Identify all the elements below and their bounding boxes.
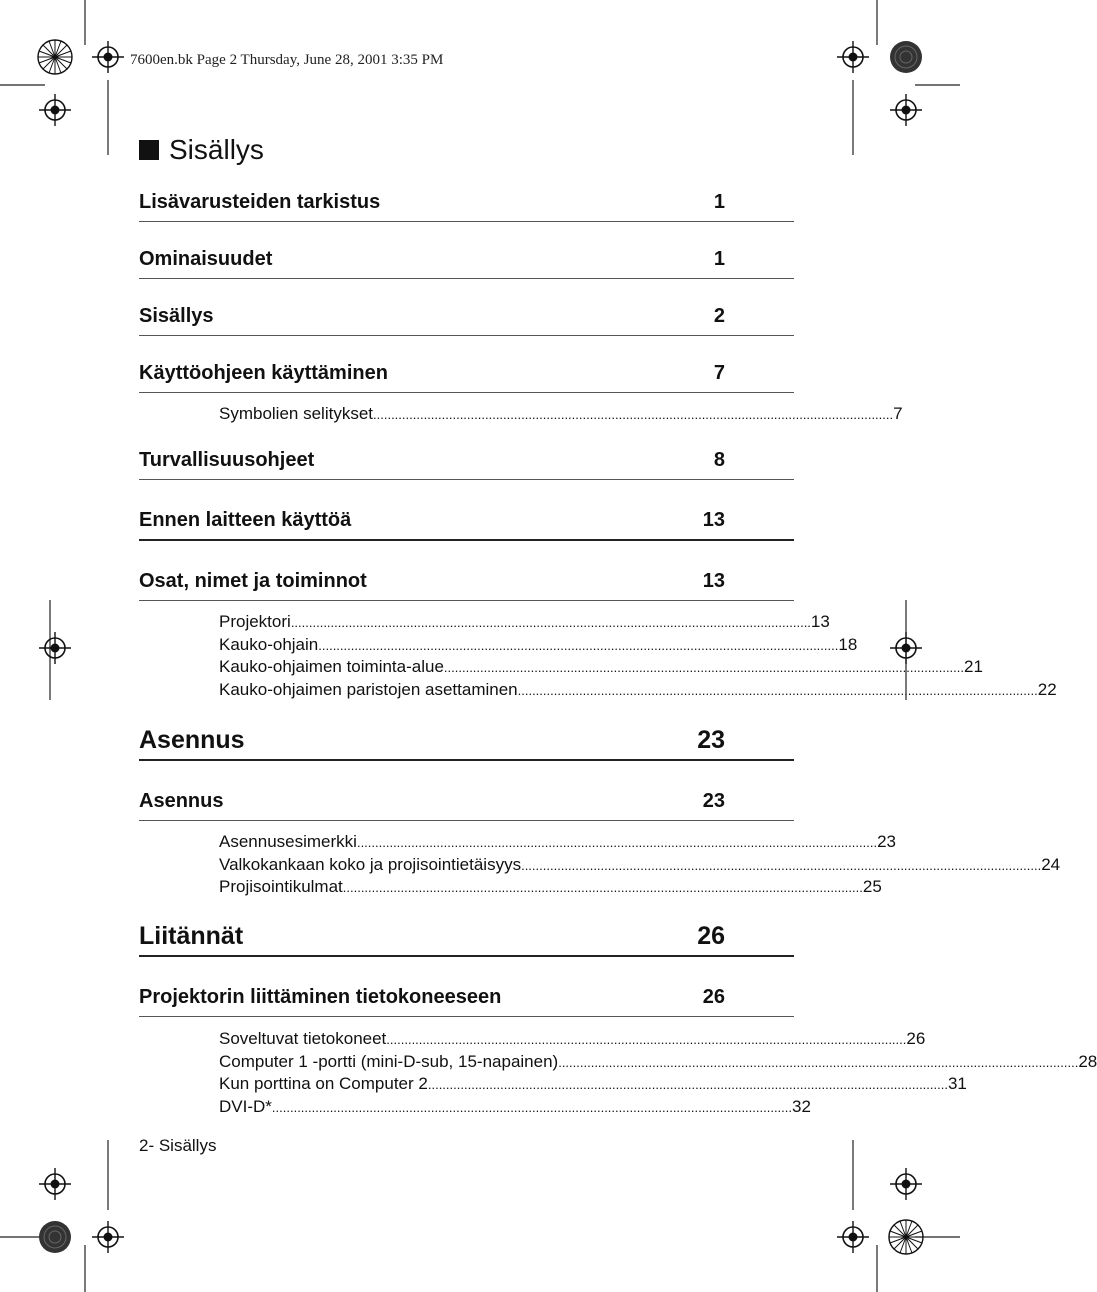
toc-subentry-text: Soveltuvat tietokoneet: [219, 1029, 387, 1048]
toc-subentry[interactable]: [219, 1029, 926, 1051]
toc-heading[interactable]: Lisävarusteiden tarkistus: [139, 191, 381, 213]
toc-chapter[interactable]: Asennus: [139, 726, 245, 754]
toc-subentry-text: Computer 1 -portti (mini-D-sub, 15-napainen): [219, 1052, 559, 1071]
toc-subentry-text: Symbolien selitykset: [219, 404, 374, 423]
toc-subentry[interactable]: [219, 680, 1057, 702]
toc-subentry-page: 32: [792, 1097, 811, 1116]
toc-page-number: 2: [713, 305, 725, 327]
leader-dots: ................................................................................................................................................: [558, 1055, 1079, 1070]
toc-subentry-page: 21: [964, 657, 983, 676]
toc-subentry-text: Kauko-ohjaimen toiminta-alue: [219, 657, 444, 676]
toc-page-number: 1: [713, 191, 725, 213]
leader-dots: ................................................................................................................................................: [427, 1077, 948, 1092]
toc-heading[interactable]: Projektorin liittäminen tietokoneeseen: [139, 986, 502, 1008]
toc-rule: [139, 600, 794, 601]
toc-subentry[interactable]: [219, 404, 903, 426]
toc-page-number: 8: [713, 449, 725, 471]
toc-subentry-page: 13: [810, 612, 830, 631]
toc-subentry[interactable]: [219, 855, 1061, 877]
toc-heading[interactable]: Käyttöohjeen käyttäminen: [139, 362, 388, 384]
leader-dots: ................................................................................................................................................: [443, 660, 965, 675]
toc-page-number: 26: [697, 922, 725, 950]
toc-subentry-text: Projektori: [219, 612, 291, 631]
toc-heading[interactable]: Ennen laitteen käyttöä: [139, 509, 352, 531]
toc-subentry[interactable]: [219, 1097, 811, 1119]
leader-dots: ................................................................................................................................................: [318, 638, 839, 653]
toc-subentry-page: 24: [1041, 855, 1061, 874]
print-slug: 7600en.bk Page 2 Thursday, June 28, 2001 3:35 PM: [130, 52, 444, 68]
toc-subentry-page: 25: [862, 877, 882, 896]
toc-heading[interactable]: Sisällys: [139, 305, 214, 327]
toc-subentry[interactable]: [219, 612, 830, 634]
toc-rule: [139, 820, 794, 821]
page-title-text: Sisällys: [169, 134, 264, 165]
toc-page-number: 13: [702, 509, 725, 531]
toc-page-number: 1: [713, 248, 725, 270]
toc-subentry-page: 28: [1078, 1052, 1097, 1071]
toc-heading[interactable]: Asennus: [139, 790, 224, 812]
toc-subentry-text: Kun porttina on Computer 2: [219, 1074, 428, 1093]
toc-subentry-text: Kauko-ohjaimen paristojen asettaminen: [219, 680, 518, 699]
toc-rule: [139, 759, 794, 761]
toc-heading[interactable]: Turvallisuusohjeet: [139, 449, 315, 471]
toc-subentry-text: Projisointikulmat: [219, 877, 343, 896]
toc-rule: [139, 392, 794, 393]
page-footer: 2- Sisällys: [139, 1136, 217, 1155]
toc-page-number: 7: [713, 362, 725, 384]
toc-page-number: 23: [697, 726, 725, 754]
toc-subentry-page: 7: [893, 404, 903, 423]
toc-subentry[interactable]: [219, 1052, 1097, 1074]
toc-subentry-page: 22: [1037, 680, 1057, 699]
toc-subentry-page: 26: [906, 1029, 926, 1048]
leader-dots: ................................................................................................................................................: [342, 880, 863, 895]
toc-subentry[interactable]: [219, 832, 896, 854]
toc-page-number: 23: [702, 790, 725, 812]
toc-subentry-page: 23: [877, 832, 896, 851]
toc-subentry-text: Asennusesimerkki: [219, 832, 357, 851]
toc-subentry-page: 18: [838, 635, 858, 654]
page-title: [139, 132, 264, 168]
leader-dots: ................................................................................................................................................: [521, 858, 1042, 873]
toc-chapter[interactable]: Liitännät: [139, 922, 244, 950]
leader-dots: ................................................................................................................................................: [271, 1100, 793, 1115]
toc-subentry[interactable]: [219, 657, 983, 679]
toc-heading[interactable]: Ominaisuudet: [139, 248, 273, 270]
leader-dots: ................................................................................................................................................: [290, 615, 811, 630]
leader-dots: ................................................................................................................................................: [517, 683, 1038, 698]
toc-rule: [139, 335, 794, 336]
toc-rule: [139, 1016, 794, 1017]
toc-subentry-text: Valkokankaan koko ja projisointietäisyys: [219, 855, 522, 874]
toc-subentry-text: Kauko-ohjain: [219, 635, 319, 654]
leader-dots: ................................................................................................................................................: [356, 835, 878, 850]
toc-subentry[interactable]: [219, 877, 882, 899]
toc-rule: [139, 221, 794, 222]
toc-heading[interactable]: Osat, nimet ja toiminnot: [139, 570, 367, 592]
toc-rule: [139, 539, 794, 541]
toc-rule: [139, 955, 794, 957]
toc-rule: [139, 278, 794, 279]
leader-dots: ................................................................................................................................................: [373, 407, 894, 422]
toc-subentry[interactable]: [219, 635, 858, 657]
toc-rule: [139, 479, 794, 480]
title-bullet-icon: [139, 140, 159, 160]
toc-page-number: 26: [702, 986, 725, 1008]
toc-subentry-text: DVI-D*: [219, 1097, 272, 1116]
toc-subentry-page: 31: [947, 1074, 967, 1093]
leader-dots: ................................................................................................................................................: [386, 1032, 907, 1047]
toc-page-number: 13: [702, 570, 725, 592]
toc-subentry[interactable]: [219, 1074, 967, 1096]
